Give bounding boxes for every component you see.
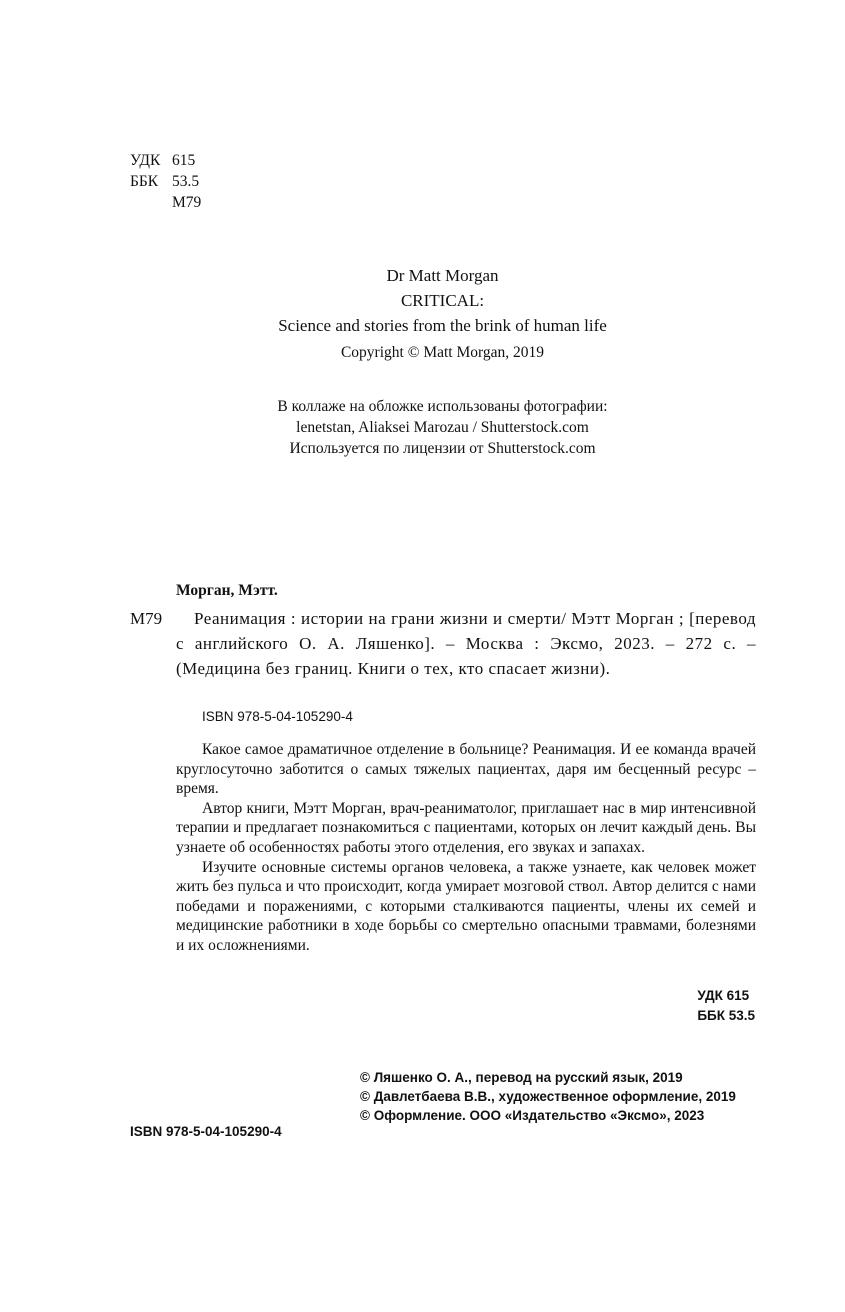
catalog-description: Реанимация : истории на грани жизни и смерти/ Мэтт Морган ; [перевод с английского О. А. Ляшенко]. – Москва : Эксмо, 2023. – 272 с. – (Медицина без границ. Книги о тех, кто спасает жизни).: [176, 609, 756, 678]
author-sign: М79: [172, 194, 202, 211]
catalog-code: М79: [130, 609, 163, 628]
bbk-code-right: ББК 53.5: [697, 1008, 755, 1023]
photo-credits-line-1: В коллаже на обложке использованы фотографии:: [277, 398, 608, 415]
classification-codes-right: [697, 986, 755, 1026]
annotation-paragraph-3: Изучите основные системы органов человека, а также узнаете, как человек может жить без пульса и что происходит, когда умирает мозговой ствол. Автор делится с нами победами и поражениями, с которыми сталкиваются пациенты, члены их семей и медицинские работники в ходе борьбы со смертельно опасными травмами, болезнями и их осложнениями.: [176, 858, 756, 954]
photo-credits: [130, 396, 755, 459]
udk-code-right: УДК 615: [697, 988, 750, 1003]
original-title: CRITICAL:: [400, 291, 485, 310]
udk-label: УДК: [130, 152, 161, 169]
annotation-paragraph-2: Автор книги, Мэтт Морган, врач-реаниматолог, приглашает нас в мир интенсивной терапии и предлагает познакомиться с пациентами, которых он лечит каждый день. Вы узнаете об особенностях работы этого отделения, его звуках и запахах.: [176, 799, 756, 856]
copyright-translation: © Ляшенко О. А., перевод на русский язык, 2019: [360, 1070, 683, 1085]
catalog-isbn: ISBN 978-5-04-105290-4: [202, 709, 353, 724]
udk-value: 615: [172, 152, 196, 169]
photo-credits-line-3: Используется по лицензии от Shutterstock.com: [289, 440, 596, 457]
photo-credits-line-2: lenetstan, Aliaksei Marozau / Shutterstock.com: [296, 419, 589, 436]
copyright-publisher: © Оформление. ООО «Издательство «Эксмо», 2023: [360, 1108, 705, 1123]
bbk-value: 53.5: [172, 173, 200, 190]
copyright-notices: [360, 1068, 760, 1125]
original-subtitle: Science and stories from the brink of human life: [278, 316, 607, 335]
original-edition-info: [130, 263, 755, 365]
bbk-row: [130, 171, 201, 192]
bbk-label: ББК: [130, 173, 159, 190]
udk-row: [130, 150, 201, 171]
copyright-design: © Давлетбаева В.В., художественное оформление, 2019: [360, 1089, 736, 1104]
isbn-bottom: ISBN 978-5-04-105290-4: [130, 1124, 282, 1139]
catalog-author-heading: Морган, Мэтт.: [176, 582, 278, 599]
original-author: Dr Matt Morgan: [386, 266, 499, 285]
annotation-paragraph-1: Какое самое драматичное отделение в больнице? Реанимация. И ее команда врачей круглосуточно заботится о самых тяжелых пациентах, даря им бесценный ресурс – время.: [176, 741, 756, 798]
annotation: [176, 740, 756, 956]
original-copyright: Copyright © Matt Morgan, 2019: [340, 344, 545, 361]
classification-codes: [130, 150, 201, 213]
